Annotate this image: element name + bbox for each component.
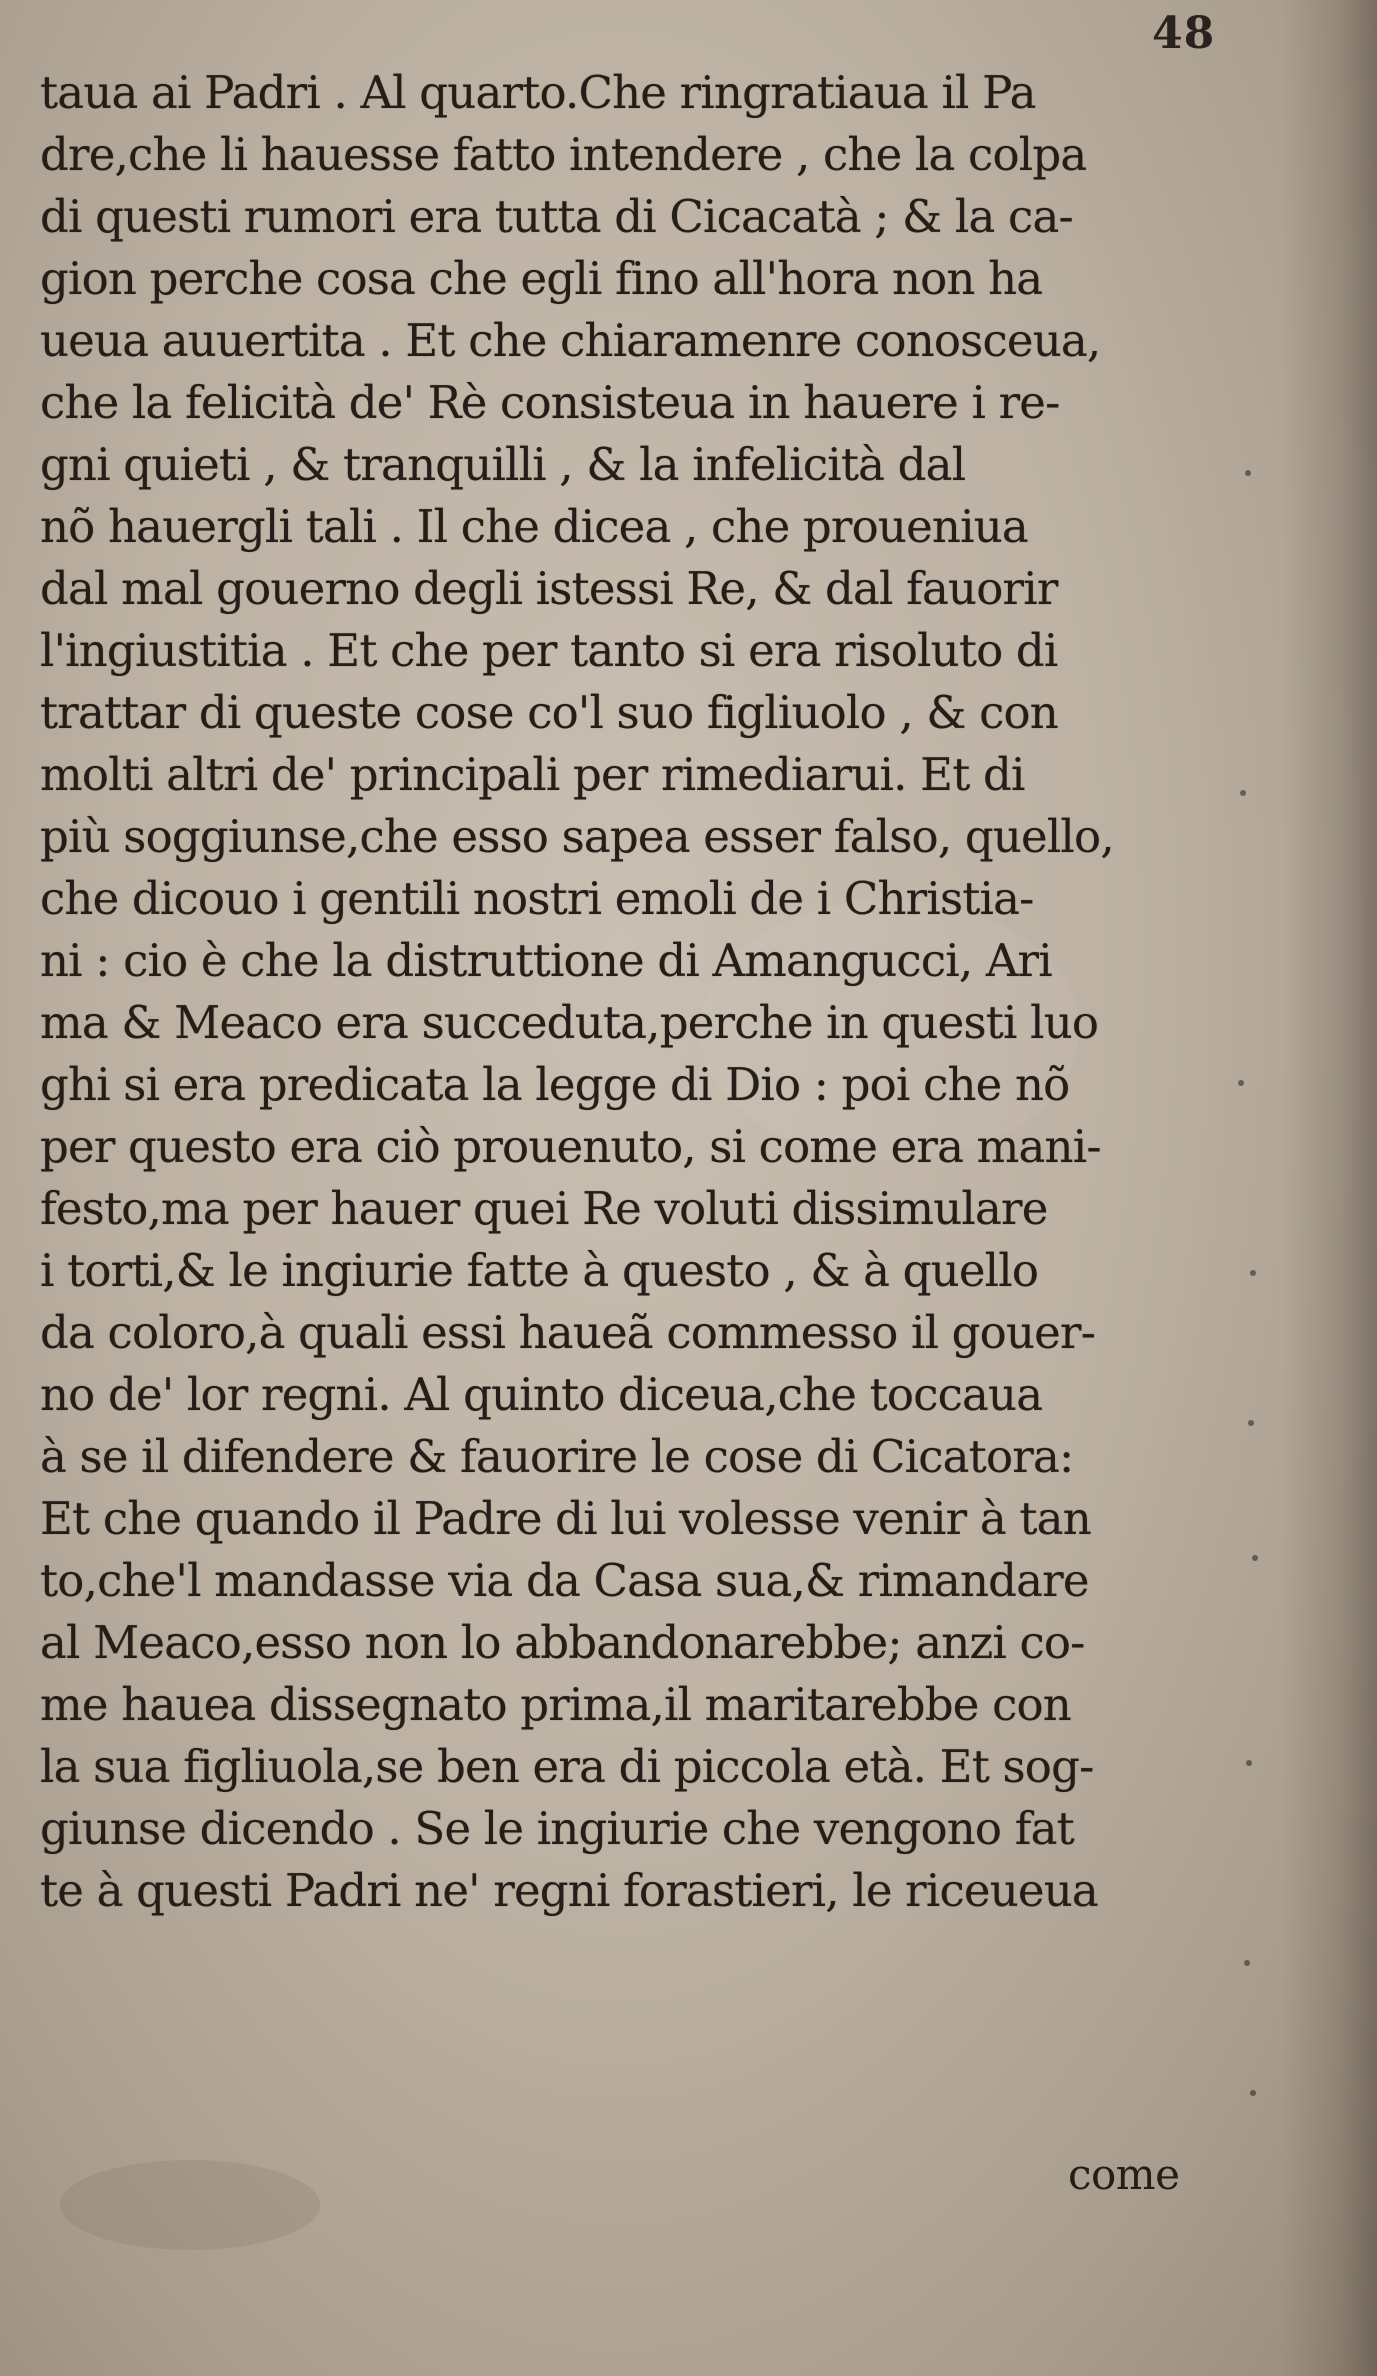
text-line: dre,che li hauesse fatto intendere , che la colpa [40,128,1087,181]
text-line: al Meaco,esso non lo abbandonarebbe; anzi co- [40,1616,1085,1669]
text-line: l'ingiustitia . Et che per tanto si era risoluto di [40,624,1058,677]
ink-speck [1240,790,1246,796]
text-line: ni : cio è che la distruttione di Amangucci, Ari [40,934,1052,987]
text-line: taua ai Padri . Al quarto.Che ringratiaua il Pa [40,66,1036,119]
text-line: giunse dicendo . Se le ingiurie che vengono fat [40,1802,1074,1855]
ink-speck [1244,1960,1250,1966]
text-line: Et che quando il Padre di lui volesse venir à tan [40,1492,1091,1545]
page-number: 48 [1152,8,1216,59]
text-line: di questi rumori era tutta di Cicacatà ; & la ca- [40,190,1073,243]
text-line: à se il difendere & fauorire le cose di Cicatora: [40,1430,1074,1483]
ink-speck [1245,470,1251,476]
ink-speck [1250,2090,1256,2096]
text-line: gion perche cosa che egli fino all'hora non ha [40,252,1043,305]
page-edge-shadow [1282,0,1377,2376]
ink-speck [1246,1760,1252,1766]
text-line: che la felicità de' Rè consisteua in hauere i re- [40,376,1060,429]
text-line: nõ hauergli tali . Il che dicea , che proueniua [40,500,1028,553]
text-line: gni quieti , & tranquilli , & la infelicità dal [40,438,966,491]
text-line: molti altri de' principali per rimediarui. Et di [40,748,1025,801]
body-text [40,62,1240,1922]
ink-speck [1248,1420,1254,1426]
text-line: ueua auuertita . Et che chiaramenre conosceua, [40,314,1101,367]
text-line: la sua figliuola,se ben era di piccola età. Et sog- [40,1740,1094,1793]
text-line: per questo era ciò prouenuto, si come era mani- [40,1120,1101,1173]
text-line: ghi si era predicata la legge di Dio : poi che nõ [40,1058,1070,1111]
text-line: festo,ma per hauer quei Re voluti dissimulare [40,1182,1048,1235]
text-line: da coloro,à quali essi haueã commesso il gouer- [40,1306,1096,1359]
text-line: to,che'l mandasse via da Casa sua,& rimandare [40,1554,1089,1607]
text-line: dal mal gouerno degli istessi Re, & dal fauorir [40,562,1058,615]
text-line: i torti,& le ingiurie fatte à questo , & à quello [40,1244,1039,1297]
ink-speck [1250,1270,1256,1276]
text-line: te à questi Padri ne' regni forastieri, le riceueua [40,1864,1098,1917]
text-line: che dicouo i gentili nostri emoli de i Christia- [40,872,1034,925]
text-line: trattar di queste cose co'l suo figliuolo , & con [40,686,1058,739]
ink-speck [1252,1555,1258,1561]
text-line: ma & Meaco era succeduta,perche in questi luo [40,996,1099,1049]
text-line: no de' lor regni. Al quinto diceua,che toccaua [40,1368,1043,1421]
paper-stain [60,2160,320,2250]
text-line: me hauea dissegnato prima,il maritarebbe con [40,1678,1071,1731]
text-line: più soggiunse,che esso sapea esser falso, quello, [40,810,1114,863]
catchword: come [1068,2150,1180,2199]
